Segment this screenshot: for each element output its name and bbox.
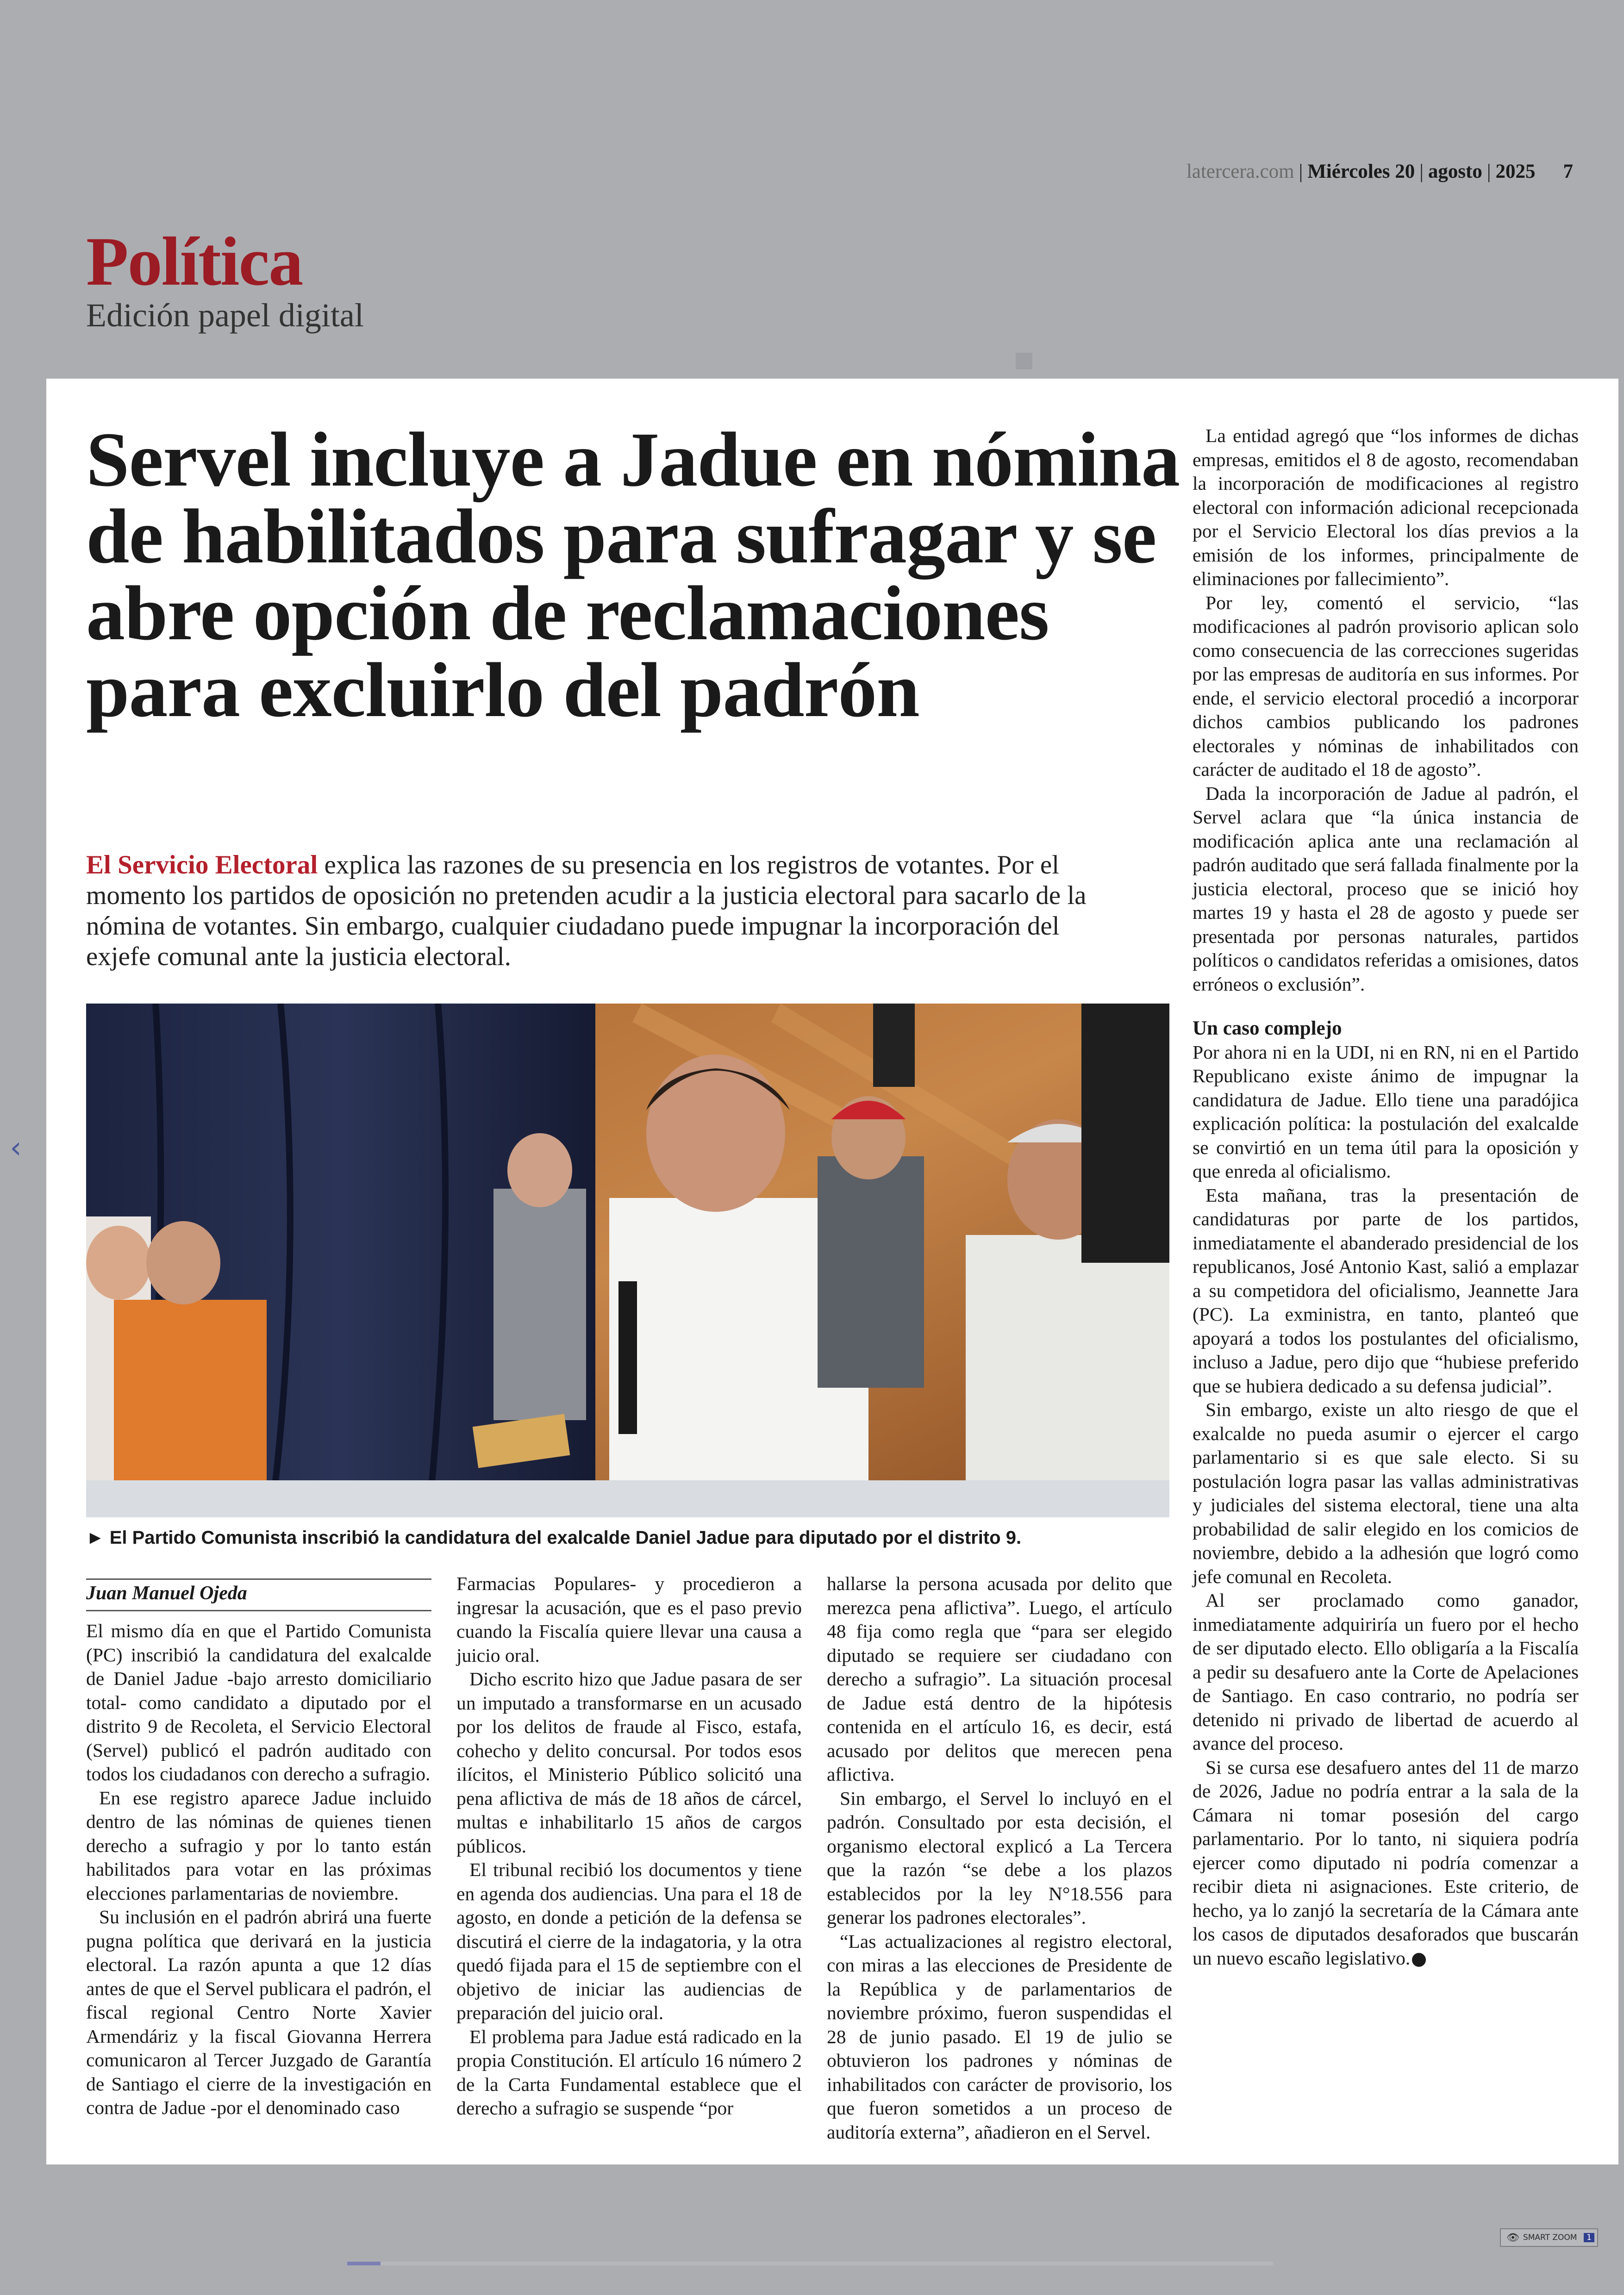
article-column-4 (1193, 424, 1579, 1970)
paragraph: El problema para Jadue está radicado en la propia Constitución. El artículo 16 número 2 de la Carta Fundamental establece que el derecho a sufragio se suspende “por (456, 2026, 802, 2119)
lede-text: explica las razones de su presencia en los registros de votantes. Por el momento los partidos de oposición no pretenden acudir a la justicia electoral para sacarlo de la nómina de votantes. Sin embargo, cualquier ciudadano puede impugnar la incorporación del exjefe comunal ante la justicia electoral. (86, 850, 1087, 971)
page-number: 7 (1563, 161, 1573, 182)
date-day: Miércoles 20 (1307, 161, 1415, 182)
article-column-3 (827, 1572, 1172, 2144)
paragraph: Sin embargo, existe un alto riesgo de que el exalcalde no pueda asumir o ejercer el cargo parlamentario si es que sale electo. Si su postulación logra pasar las vallas administrativas y judiciales del sistema electoral, tiene una alta probabilidad de salir elegido en los comicios de noviembre, debido a la adhesión que logró como jefe comunal en Recoleta. (1193, 1399, 1579, 1587)
paragraph: Por ahora ni en la UDI, ni en RN, ni en el Partido Republicano existe ánimo de impugnar la candidatura de Jadue. Ello tiene una paradójica explicación política: la postulación del exalcalde se convirtió en un tema útil para la oposición y que enreda al oficialismo. (1193, 1041, 1579, 1182)
smart-zoom-count: 1 (1584, 2233, 1594, 2242)
article-headline: Servel incluye a Jadue en nómina de habilitados para sufragar y se abre opción de reclamaciones para excluirlo del padrón (86, 417, 1180, 733)
article-byline: Juan Manuel Ojeda (86, 1583, 247, 1604)
lede-highlight: El Servicio Electoral (86, 850, 318, 879)
voting-photo-illustration (86, 1004, 1169, 1517)
reading-progress-track[interactable] (347, 2262, 1273, 2265)
photo-caption: ► El Partido Comunista inscribió la candidatura del exalcalde Daniel Jadue para diputado por el distrito 9. (86, 1528, 1022, 1548)
article-column-1 (86, 1619, 431, 2120)
reading-progress-fill (347, 2262, 381, 2265)
section-title: Política (86, 223, 303, 300)
article-lede (86, 850, 1100, 972)
paragraph: Por ley, comentó el servicio, “las modificaciones al padrón provisorio aplican solo como consecuencia de las correcciones sugeridas por las empresas de auditoría en sus informes. Por ende, el servicio electoral procedió a incorporar dichos cambios publicando los padrones electorales y nóminas de inhabilitados con carácter de auditado el 18 de agosto”. (1193, 592, 1579, 780)
article-subhead: Un caso complejo (1193, 1017, 1342, 1039)
paragraph: La entidad agregó que “los informes de dichas empresas, emitidos el 8 de agosto, recomendaban la incorporación de modificaciones al registro electoral con información adicional recepcionada por el Servicio Electoral los días previos a la emisión de los informes, principalmente de eliminaciones por fallecimiento”. (1193, 425, 1579, 589)
page-header: latercera.com | Miércoles 20 | agosto | 2025 7 (1186, 161, 1573, 182)
paragraph: En ese registro aparece Jadue incluido dentro de las nóminas de quienes tienen derecho a sufragio y por lo tanto están habilitados para votar en las próximas elecciones parlamentarias de noviembre. (86, 1787, 431, 1904)
newspaper-page (46, 379, 1618, 2164)
paragraph: Sin embargo, el Servel lo incluyó en el padrón. Consultado por esta decisión, el organismo electoral explicó a La Tercera que la razón “se debe a los plazos establecidos por la ley N°18.556 para generar los padrones electorales”. (827, 1787, 1172, 1928)
paragraph: Dada la incorporación de Jadue al padrón, el Servel aclara que “la única instancia de modificación aplica ante una reclamación al padrón auditado que será fallada finalmente por la justicia electoral, proceso que se inició hoy martes 19 y hasta el 28 de agosto y puede ser presentada por personas naturales, partidos políticos o candidatos referidas a omisiones, datos erróneos o exclusión”. (1193, 782, 1579, 995)
paragraph-final (1193, 1756, 1579, 1971)
section-subtitle: Edición papel digital (86, 297, 364, 334)
article-column-2 (456, 1572, 802, 2120)
smart-zoom-label: SMART ZOOM (1523, 2233, 1577, 2242)
prev-page-button[interactable]: ‹ (10, 1131, 22, 1165)
end-of-article-icon (1412, 1953, 1426, 1967)
paragraph: El mismo día en que el Partido Comunista (PC) inscribió la candidatura del exalcalde de Daniel Jadue -bajo arresto domiciliario total- como candidato a diputado por el distrito 9 de Recoleta, el Servicio Electoral (Servel) publicó el padrón auditado con todos los ciudadanos con derecho a sufragio. (86, 1620, 431, 1784)
paragraph: hallarse la persona acusada por delito que merezca pena aflictiva”. Luego, el artículo 48 fija como regla que “para ser elegido diputado se requiere ser ciudadano con derecho a sufragio”. La situación procesal de Jadue está dentro de la hipótesis contenida en el artículo 16, es decir, está acusado por delitos que merecen pena aflictiva. (827, 1573, 1172, 1785)
date-month: agosto (1428, 161, 1482, 182)
paragraph: “Las actualizaciones al registro electoral, con miras a las elecciones de Presidente de la República y de parlamentarios de noviembre próximo, fueron suspendidas el 28 de junio pasado. El 19 de julio se obtuvieron los padrones y nóminas de inhabilitados con carácter de provisorio, los que fueron sometidos a un proceso de auditoría externa”, añadieron en el Servel. (827, 1930, 1172, 2143)
article-photo (86, 1004, 1169, 1517)
paragraph: El tribunal recibió los documentos y tiene en agenda dos audiencias. Una para el 18 de agosto, en donde a petición de la defensa se discutirá el cierre de la indagatoria, y la otra quedó fijada para el 15 de septiembre con el objetivo de iniciar las audiencias de preparación del juicio oral. (456, 1859, 802, 2023)
date-year: 2025 (1495, 161, 1536, 182)
paragraph: Farmacias Populares- y procedieron a ingresar la acusación, que es el paso previo cuando la Fiscalía quiere llevar una causa a juicio oral. (456, 1573, 802, 1666)
paragraph: Esta mañana, tras la presentación de candidaturas por parte de los partidos, inmediatamente el abanderado presidencial de los republicanos, José Antonio Kast, salió a emplazar a su competidora del oficialismo, Jeannette Jara (PC). La exministra, en tanto, planteó que apoyará a todos los postulantes del oficialismo, incluso a Jadue, pero dijo que “hubiese preferido que se hubiera dedicado a su defensa judicial”. (1193, 1184, 1579, 1397)
byline-rule-bottom (86, 1610, 431, 1611)
site-name: latercera.com (1186, 161, 1294, 182)
paragraph: Al ser proclamado como ganador, inmediatamente adquiriría un fuero por el hecho de ser diputado electo. Ello obligaría a la Fiscalía a pedir su desafuero ante la Corte de Apelaciones de Santiago. En caso contrario, no podría ser detenido ni privado de libertad de acuerdo al avance del proceso. (1193, 1590, 1579, 1754)
paragraph: Su inclusión en el padrón abrirá una fuerte pugna política que derivará en la justicia electoral. La razón apunta a que 12 días antes de que el Servel publicara el padrón, el fiscal regional Centro Norte Xavier Armendáriz y la fiscal Giovanna Herrera comunicaron al Tercer Juzgado de Garantía de Santiago el cierre de la investigación en contra de Jadue -por el denominado caso (86, 1906, 431, 2118)
paragraph-final-text: Si se cursa ese desafuero antes del 11 de marzo de 2026, Jadue no podría entrar a la sala de la Cámara ni tomar posesión del cargo parlamentario. Por lo tanto, ni siquiera podría ejercer como diputado ni podría comenzar a recibir dieta ni asignaciones. Este criterio, de hecho, ya lo zanjó la secretaría de la Cámara ante los casos de diputados desaforados que buscarán un nuevo escaño legislativo. (1193, 1756, 1579, 1969)
paragraph: Dicho escrito hizo que Jadue pasara de ser un imputado a transformarse en un acusado por los delitos de fraude al Fisco, estafa, cohecho y delito concursal. Por todos esos ilícitos, el Ministerio Público solicitó una pena aflictiva de más de 18 años de cárcel, multas e inhabilitarlo 15 años de cargos públicos. (456, 1668, 802, 1857)
eye-icon: 👁 (1506, 2232, 1519, 2244)
smart-zoom-button[interactable] (1500, 2228, 1598, 2247)
page-marker-icon (1016, 353, 1032, 369)
byline-rule-top (86, 1578, 431, 1580)
